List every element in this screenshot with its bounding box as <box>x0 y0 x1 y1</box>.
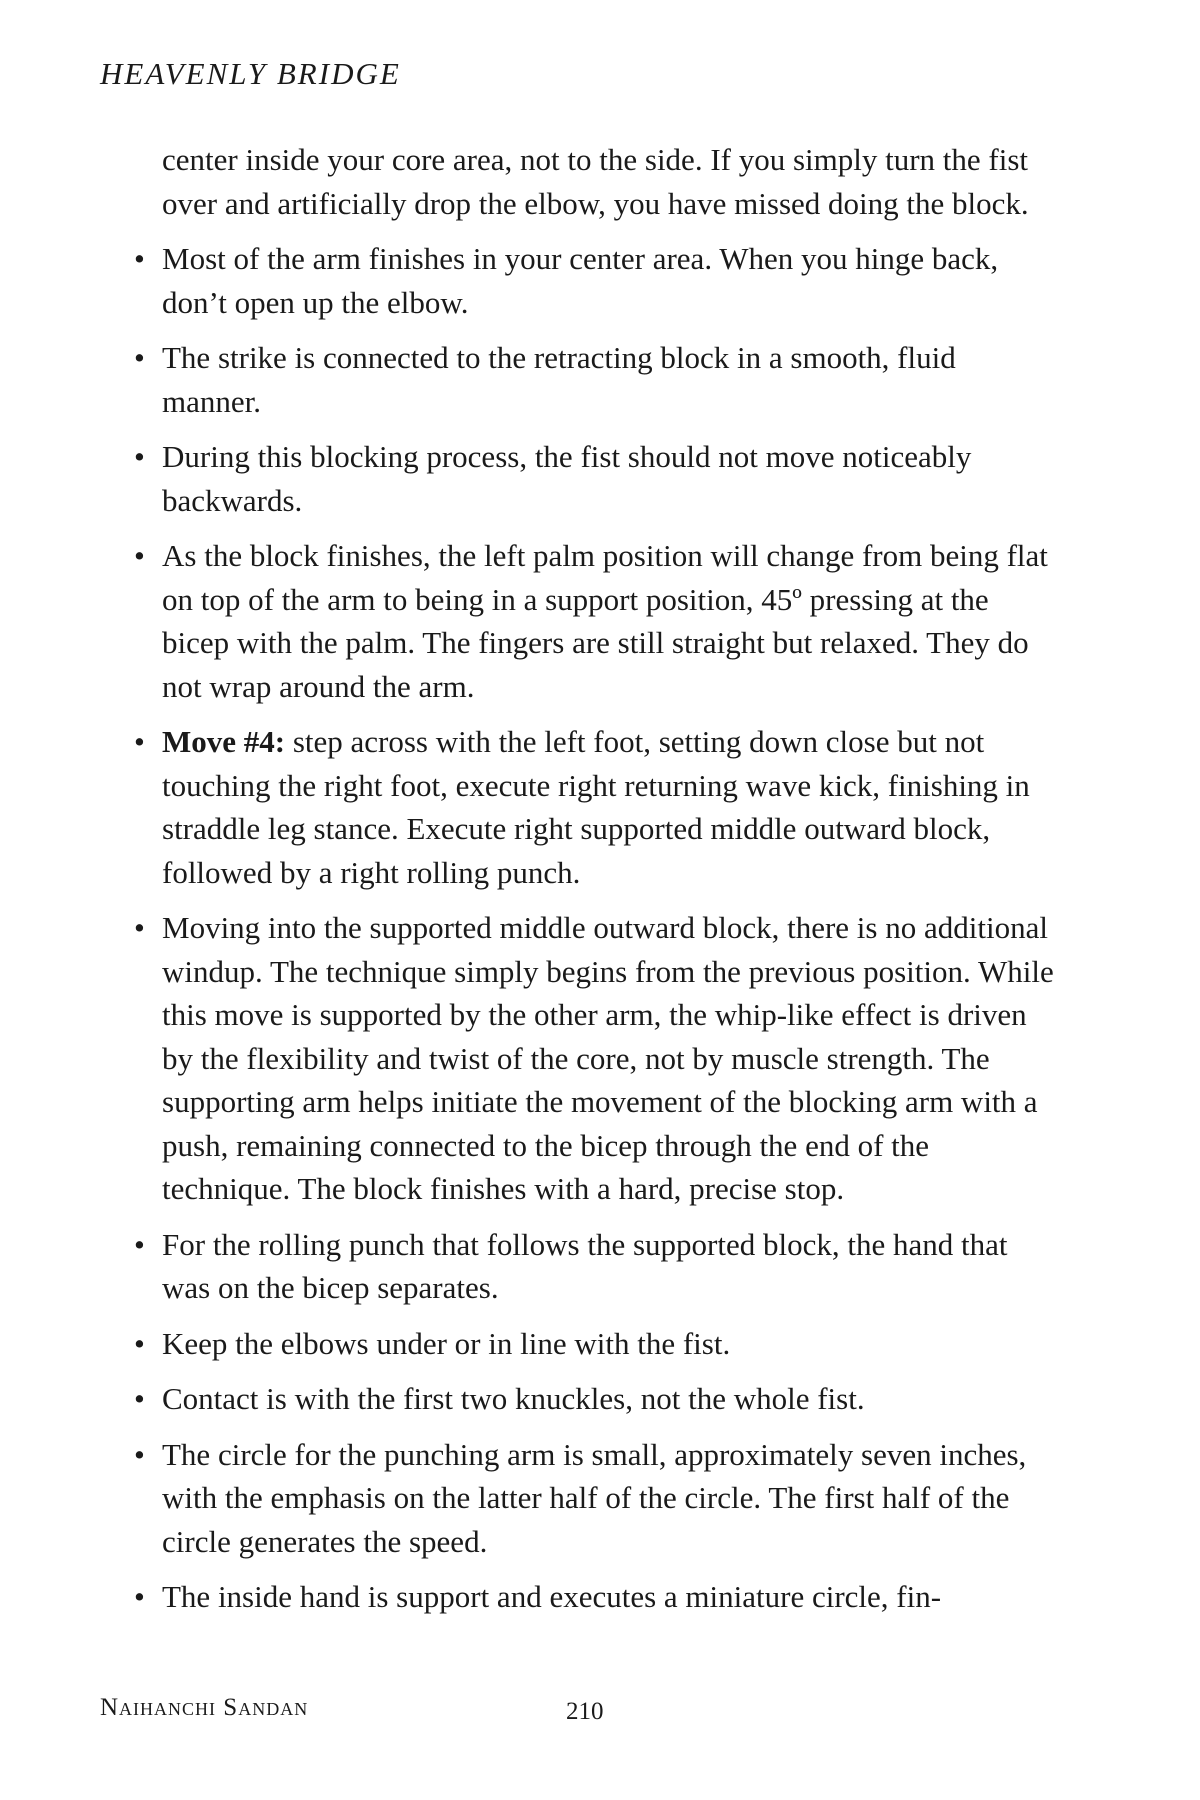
bullet-icon: • <box>134 724 145 759</box>
bullet-icon: • <box>134 1226 145 1262</box>
bullet-icon: • <box>134 1436 145 1472</box>
bullet-list <box>134 237 1062 1619</box>
bullet-item <box>134 1433 1062 1564</box>
body-text <box>134 138 1062 1631</box>
bullet-item <box>134 237 1062 324</box>
bullet-icon: • <box>134 439 145 474</box>
bullet-lead: Move #4: <box>162 724 286 759</box>
bullet-item <box>134 1223 1062 1310</box>
bullet-icon: • <box>134 1579 145 1614</box>
bullet-item <box>134 1575 1062 1619</box>
bullet-item-move-4 <box>134 720 1062 894</box>
bullet-text: The circle for the punching arm is small, approximately seven inches, with the emphasis on the latter half of the circle. The first half of the circle generates the speed. <box>162 1436 1027 1559</box>
bullet-item <box>134 906 1062 1211</box>
bullet-text: Keep the elbows under or in line with the fist. <box>162 1325 731 1361</box>
bullet-item <box>134 534 1062 708</box>
bullet-item <box>134 1322 1062 1366</box>
bullet-text: The strike is connected to the retracting block in a smooth, fluid manner. <box>162 340 956 419</box>
bullet-text: Moving into the supported middle outward block, there is no additional windup. The technique simply begins from the previous position. While this move is supported by the other arm, the whip-like effect is driven by the flexibility and twist of the core, not by muscle strength. The supporting arm helps initiate the movement of the blocking arm with a push, remaining connected to the bicep through the end of the technique. The block finishes with a hard, precise stop. <box>162 910 1054 1206</box>
bullet-icon: • <box>134 910 145 945</box>
bullet-text: As the block finishes, the left palm position will change from being flat on top of the arm to being in a support position, 45º pressing at the bicep with the palm. The fingers are still straight but relaxed. They do not wrap around the arm. <box>162 538 1048 704</box>
bullet-icon: • <box>134 538 145 573</box>
running-head: HEAVENLY BRIDGE <box>100 56 401 91</box>
bullet-item <box>134 435 1062 522</box>
continuation-paragraph: center inside your core area, not to the side. If you simply turn the fist over and artificially drop the elbow, you have missed doing the block. <box>162 142 1029 221</box>
bullet-icon: • <box>134 340 145 375</box>
bullet-icon: • <box>134 1325 145 1361</box>
page-number: 210 <box>566 1698 604 1725</box>
bullet-item <box>134 336 1062 423</box>
bullet-text: Most of the arm finishes in your center area. When you hinge back, don’t open up the elbow. <box>162 241 999 320</box>
bullet-text: During this blocking process, the fist should not move noticeably backwards. <box>162 439 972 518</box>
bullet-text: For the rolling punch that follows the supported block, the hand that was on the bicep separates. <box>162 1226 1008 1305</box>
footer-book-title: Naihanchi Sandan <box>100 1694 309 1721</box>
bullet-text: The inside hand is support and executes a miniature circle, fin- <box>162 1579 942 1614</box>
bullet-text: step across with the left foot, setting down close but not touching the right foot, execute right returning wave kick, finishing in straddle leg stance. Execute right supported middle outward block, followed by a right rolling punch. <box>162 724 1030 890</box>
bullet-icon: • <box>134 241 145 276</box>
bullet-item <box>134 1377 1062 1421</box>
bullet-icon: • <box>134 1381 145 1416</box>
bullet-text: Contact is with the first two knuckles, not the whole fist. <box>162 1381 865 1416</box>
